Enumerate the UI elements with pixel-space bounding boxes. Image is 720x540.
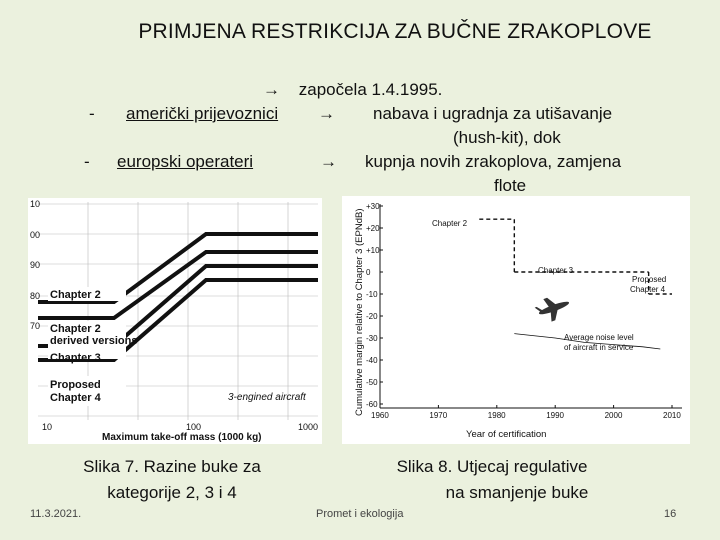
slide-title-text: PRIMJENA RESTRIKCIJA ZA BUČNE ZRAKOPLOVE xyxy=(138,20,652,43)
caption-right-line1: Slika 8. Utjecaj regulative xyxy=(396,457,588,476)
us-action-text-2: (hush-kit), dok xyxy=(453,128,561,147)
regulation-impact-chart xyxy=(342,196,690,444)
label-average-2: of aircraft in service xyxy=(564,343,634,352)
label-chapter4-2: Chapter 4 xyxy=(630,285,666,294)
x-tick: 2000 xyxy=(604,411,623,420)
label-chapter4-1: Proposed xyxy=(632,275,667,284)
x-axis-label: Maximum take-off mass (1000 kg) xyxy=(102,432,262,443)
annotation-3-engined: 3-engined aircraft xyxy=(228,392,306,403)
bullet-dash-1: - xyxy=(89,104,95,123)
label-proposed: Proposed xyxy=(50,379,101,391)
noise-levels-chart xyxy=(28,198,322,444)
figure-regulation-impact xyxy=(342,196,690,444)
caption-left-line1: Slika 7. Razine buke za xyxy=(83,457,261,476)
footer-title: Promet i ekologija xyxy=(316,508,404,520)
figure-noise-levels xyxy=(28,198,322,444)
page-number: 16 xyxy=(664,508,677,520)
x-tick: 10 xyxy=(42,422,53,432)
y-axis-label: Cumulative margin relative to Chapter 3 (EPNdB) xyxy=(354,208,365,416)
y-tick: -50 xyxy=(366,378,378,387)
label-chapter2: Chapter 2 xyxy=(432,219,468,228)
label-chapter3: Chapter 3 xyxy=(50,352,101,364)
y-tick: 00 xyxy=(30,230,41,240)
caption-right-line2: na smanjenje buke xyxy=(445,483,589,502)
label-chapter4: Chapter 4 xyxy=(50,392,101,404)
label-chapter3: Chapter 3 xyxy=(538,266,574,275)
arrow-icon: → xyxy=(318,104,335,123)
y-tick: -40 xyxy=(366,356,378,365)
x-tick: 1970 xyxy=(429,411,448,420)
bullet-dash-2: - xyxy=(84,152,90,171)
us-action-text-1: nabava i ugradnja za utišavanje xyxy=(373,104,613,123)
x-tick: 1990 xyxy=(546,411,564,420)
start-date-line xyxy=(263,80,442,100)
y-tick: +30 xyxy=(366,202,380,211)
y-tick: -20 xyxy=(366,312,378,321)
label-chapter2-derived-2: derived versions xyxy=(50,335,138,347)
y-tick: 90 xyxy=(30,260,41,270)
x-tick: 1960 xyxy=(371,411,389,420)
footer-date: 11.3.2021. xyxy=(30,508,82,520)
y-tick: -10 xyxy=(366,290,378,299)
label-chapter2: Chapter 2 xyxy=(50,289,101,301)
label-chapter2-derived-1: Chapter 2 xyxy=(50,323,101,335)
y-tick: 80 xyxy=(30,291,41,301)
y-tick: +20 xyxy=(366,224,380,233)
arrow-icon: → xyxy=(320,152,337,171)
caption-left-line2: kategorije 2, 3 i 4 xyxy=(107,483,237,502)
caption-right xyxy=(386,454,598,506)
eu-action-text-2: flote xyxy=(494,176,527,195)
us-carriers-text: američki prijevoznici xyxy=(126,104,279,123)
x-tick: 1000 xyxy=(298,422,319,432)
x-axis-label: Year of certification xyxy=(466,429,547,440)
start-date-text: započela 1.4.1995. xyxy=(298,80,443,99)
y-tick: 10 xyxy=(30,199,41,209)
x-tick: 100 xyxy=(186,422,202,432)
eu-operators-text: europski operateri xyxy=(117,152,254,171)
y-tick: 70 xyxy=(30,321,41,331)
y-tick: 0 xyxy=(366,268,371,277)
label-average-1: Average noise level xyxy=(564,333,634,342)
x-tick: 1980 xyxy=(487,411,506,420)
y-tick: -30 xyxy=(366,334,378,343)
arrow-icon: → xyxy=(263,80,280,99)
aircraft-icon xyxy=(533,291,573,325)
x-tick: 2010 xyxy=(663,411,681,420)
slide-title xyxy=(0,20,720,44)
y-tick: -60 xyxy=(366,400,378,409)
y-tick: +10 xyxy=(366,246,380,255)
series-chapter2-derived xyxy=(38,252,318,318)
eu-action-text-1: kupnja novih zrakoplova, zamjena xyxy=(365,152,622,171)
caption-left xyxy=(72,454,272,506)
